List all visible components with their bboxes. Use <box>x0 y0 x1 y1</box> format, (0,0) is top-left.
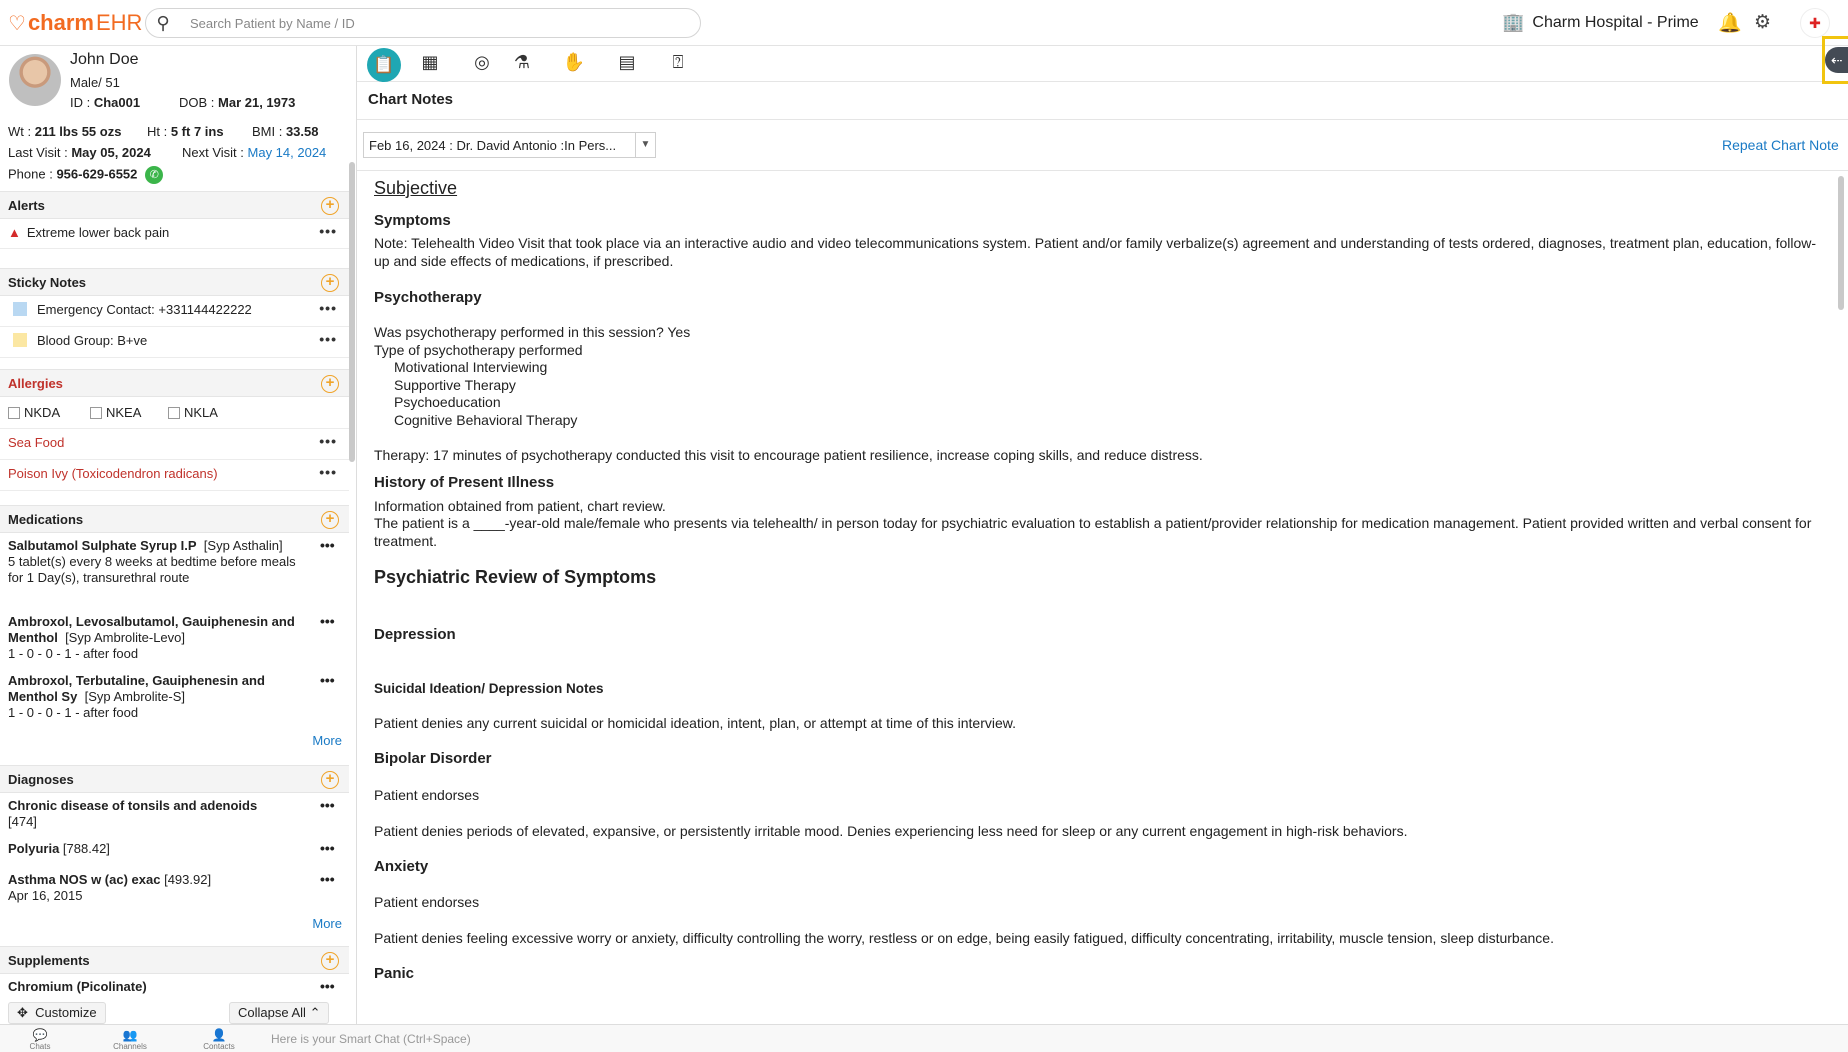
move-icon: ✥ <box>17 1005 28 1020</box>
chart-toolbar <box>357 46 1848 82</box>
more-options-icon[interactable]: ••• <box>320 613 335 629</box>
sticky-notes-title: Sticky Notes <box>8 275 87 290</box>
suicidal-heading: Suicidal Ideation/ Depression Notes <box>374 681 604 696</box>
medications-more-link[interactable]: More <box>312 733 342 748</box>
channels-icon: 👥 <box>122 1028 138 1042</box>
visit-select-value: Feb 16, 2024 : Dr. David Antonio :In Pers... <box>369 137 617 153</box>
alerts-title: Alerts <box>8 198 45 213</box>
supplements-header[interactable] <box>0 946 349 974</box>
list-item: Sea Food ••• <box>0 429 349 460</box>
more-options-icon[interactable]: ••• <box>319 331 337 347</box>
patient-id: ID : Cha001 <box>70 95 141 110</box>
patient-phone: Phone : 956-629-6552 ✆ <box>8 166 163 184</box>
bipolar-text: Patient denies periods of elevated, expansive, or persistently irritable mood. Denies experiencing less need for sleep or any current engagement in high-risk behaviors. <box>374 823 1408 839</box>
list-item: Emergency Contact: +331144422222 ••• <box>0 296 349 327</box>
diagnoses-header[interactable] <box>0 765 349 793</box>
medications-title: Medications <box>8 512 84 527</box>
next-visit: Next Visit : May 14, 2024 <box>182 145 327 160</box>
medication-item[interactable]: Ambroxol, Levosalbutamol, Gauiphenesin and Menthol [Syp Ambrolite-Levo] 1 - 0 - 0 - 1 - after food <box>8 614 295 661</box>
psych-review-heading: Psychiatric Review of Symptoms <box>374 567 657 587</box>
bipolar-endorses: Patient endorses <box>374 787 480 803</box>
more-options-icon[interactable]: ••• <box>320 672 335 688</box>
patient-summary-panel <box>0 46 357 1024</box>
add-diagnosis-icon[interactable]: + <box>321 771 339 789</box>
allergies-header[interactable] <box>0 369 349 397</box>
hpi-heading: History of Present Illness <box>374 474 555 491</box>
diagnosis-item[interactable]: Chronic disease of tonsils and adenoids [474] <box>8 798 258 829</box>
psychotherapy-heading: Psychotherapy <box>374 289 482 306</box>
page-title: Chart Notes <box>368 91 454 108</box>
therapy-text: Therapy: 17 minutes of psychotherapy conducted this visit to encourage patient resilience, increase coping skills, and reduce distress. <box>374 447 1203 463</box>
patient-name[interactable]: John Doe <box>70 51 139 68</box>
repeat-chart-note-link[interactable]: Repeat Chart Note <box>1722 137 1839 153</box>
alerts-header[interactable] <box>0 191 349 219</box>
add-sticky-note-icon[interactable]: + <box>321 274 339 292</box>
vitals-bmi: BMI : 33.58 <box>252 124 319 139</box>
visit-select[interactable] <box>363 132 656 158</box>
diagnoses-title: Diagnoses <box>8 772 74 787</box>
smart-chat-input[interactable]: Here is your Smart Chat (Ctrl+Space) <box>271 1032 471 1046</box>
facility-name: Charm Hospital - Prime <box>1532 13 1699 31</box>
chevron-down-icon[interactable]: ▼ <box>635 133 655 157</box>
psychotherapy-type: Type of psychotherapy performed <box>374 342 583 358</box>
nkda-checkbox[interactable]: NKDA <box>8 405 60 420</box>
lab-flask-icon[interactable]: ⚗ <box>513 52 531 72</box>
allergies-title: Allergies <box>8 376 63 391</box>
hand-icon[interactable]: ✋ <box>562 52 586 72</box>
bottom-bar <box>0 1024 1848 1052</box>
patient-search <box>145 8 701 38</box>
vitals-weight: Wt : 211 lbs 55 ozs <box>8 124 122 139</box>
diagnoses-more-link[interactable]: More <box>312 916 342 931</box>
list-item: Cognitive Behavioral Therapy <box>394 412 578 428</box>
more-options-icon[interactable]: ••• <box>320 537 335 553</box>
phone-call-icon[interactable]: ✆ <box>145 166 163 184</box>
sticky-notes-header[interactable] <box>0 268 349 296</box>
anxiety-text: Patient denies feeling excessive worry or anxiety, difficulty controlling the worry, restless or on edge, being easily fatigued, difficulty concentrating, irritability, muscle tension, sleep disturbance. <box>374 930 1554 946</box>
search-icon[interactable]: ⚲ <box>156 12 170 33</box>
flowsheet-icon[interactable]: ▦ <box>421 52 439 72</box>
bipolar-heading: Bipolar Disorder <box>374 750 492 767</box>
more-options-icon[interactable]: ••• <box>320 797 335 813</box>
symptoms-note: Note: Telehealth Video Visit that took place via an interactive audio and video telecommunications system. Patient and/or family verbalize(s) agreement and understanding of tests ordered, diagnoses, treatment plan, education, follow-up and side effects of medications, if prescribed. <box>374 235 1817 269</box>
logo-text: charm <box>27 10 94 35</box>
heart-icon: ♡ <box>8 12 26 35</box>
documents-icon[interactable]: ▤ <box>618 52 636 72</box>
patient-photo <box>9 54 61 106</box>
anxiety-heading: Anxiety <box>374 858 429 875</box>
more-options-icon[interactable]: ••• <box>319 223 337 239</box>
list-item: Poison Ivy (Toxicodendron radicans) ••• <box>0 460 349 491</box>
collapse-all-button[interactable]: Collapse All ⌃ <box>229 1002 329 1024</box>
symptoms-heading: Symptoms <box>374 212 451 229</box>
logo-suffix: EHR <box>95 10 143 35</box>
customize-button[interactable]: ✥ Customize <box>8 1002 106 1024</box>
more-options-icon[interactable]: ••• <box>320 871 335 887</box>
nkea-checkbox[interactable]: NKEA <box>90 405 141 420</box>
subjective-heading: Subjective <box>374 178 458 198</box>
list-item: Supportive Therapy <box>394 377 516 393</box>
list-item: Psychoeducation <box>394 394 501 410</box>
chats-button[interactable]: 💬 Chats <box>10 1028 70 1051</box>
contacts-button[interactable]: 👤 Contacts <box>189 1028 249 1051</box>
note-color-icon <box>13 333 27 347</box>
medications-header[interactable] <box>0 505 349 533</box>
more-options-icon[interactable]: ••• <box>320 840 335 856</box>
anxiety-endorses: Patient endorses <box>374 894 480 910</box>
hpi-line-1: Information obtained from patient, chart review. <box>374 498 666 514</box>
logo[interactable] <box>8 10 142 36</box>
add-alert-icon[interactable]: + <box>321 197 339 215</box>
chart-notes-icon[interactable]: 📋 <box>367 48 401 82</box>
supplement-item[interactable]: Chromium (Picolinate) <box>8 979 147 994</box>
list-item: ▲ Extreme lower back pain ••• <box>0 219 349 249</box>
add-allergy-icon[interactable]: + <box>321 375 339 393</box>
channels-button[interactable]: 👥 Channels <box>100 1028 160 1051</box>
medication-item[interactable]: Salbutamol Sulphate Syrup I.P [Syp Asthalin] 5 tablet(s) every 8 weeks at bedtime before meals for 1 Day(s), transurethral route <box>8 538 296 585</box>
psychotherapy-question: Was psychotherapy performed in this session? Yes <box>374 324 691 340</box>
list-item: Motivational Interviewing <box>394 359 548 375</box>
diagnosis-item[interactable]: Asthma NOS w (ac) exac [493.92] Apr 16, 2015 <box>8 872 212 903</box>
chevron-up-icon: ⌃ <box>309 1005 321 1020</box>
more-options-icon[interactable]: ••• <box>320 978 335 994</box>
search-input[interactable] <box>180 16 700 31</box>
facility-selector[interactable] <box>1502 12 1699 33</box>
divider <box>357 170 1848 171</box>
add-medication-icon[interactable]: + <box>321 511 339 529</box>
help-document-icon[interactable]: ⍰ <box>672 52 684 72</box>
bell-icon[interactable]: 🔔 <box>1718 13 1742 34</box>
more-options-icon[interactable]: ••• <box>319 300 337 316</box>
left-panel-scrollbar[interactable] <box>349 162 355 462</box>
goals-icon[interactable]: ◎ <box>474 52 490 72</box>
collapse-arrow-icon: ⇠ <box>1825 47 1848 73</box>
supplements-title: Supplements <box>8 953 90 968</box>
nkla-checkbox[interactable]: NKLA <box>168 405 218 420</box>
divider <box>357 119 1848 120</box>
warning-icon: ▲ <box>8 225 21 240</box>
depression-heading: Depression <box>374 626 456 643</box>
patient-gender-age: Male/ 51 <box>70 75 120 90</box>
note-color-icon <box>13 302 27 316</box>
chat-icon: 💬 <box>32 1028 48 1042</box>
diagnosis-item[interactable]: Polyuria [788.42] <box>8 841 110 856</box>
top-bar <box>0 0 1848 46</box>
user-avatar-icon[interactable]: ✚ <box>1800 8 1830 38</box>
building-icon: 🏢 <box>1502 12 1525 32</box>
list-item: Blood Group: B+ve ••• <box>0 327 349 358</box>
medication-item[interactable]: Ambroxol, Terbutaline, Gauiphenesin and Menthol Sy [Syp Ambrolite-S] 1 - 0 - 0 - 1 - after food <box>8 673 265 720</box>
last-visit: Last Visit : May 05, 2024 <box>8 145 151 160</box>
more-options-icon[interactable]: ••• <box>319 433 337 449</box>
contact-icon: 👤 <box>211 1028 227 1042</box>
content-scrollbar[interactable] <box>1838 176 1844 310</box>
panic-heading: Panic <box>374 965 415 982</box>
collapse-panel-button[interactable] <box>1822 36 1848 84</box>
allergy-checks <box>0 397 349 429</box>
suicidal-text: Patient denies any current suicidal or homicidal ideation, intent, plan, or attempt at time of this interview. <box>374 715 1017 731</box>
patient-dob: DOB : Mar 21, 1973 <box>179 95 296 110</box>
vitals-height: Ht : 5 ft 7 ins <box>147 124 224 139</box>
add-supplement-icon[interactable]: + <box>321 952 339 970</box>
gear-icon[interactable]: ⚙ <box>1754 12 1772 33</box>
next-visit-link[interactable]: May 14, 2024 <box>247 145 327 160</box>
more-options-icon[interactable]: ••• <box>319 464 337 480</box>
hpi-line-2: The patient is a ____-year-old male/female who presents via telehealth/ in person today for psychiatric evaluation to establish a patient/provider relationship for medication management. Patient provided written and verbal consent for treatment. <box>374 515 1812 549</box>
